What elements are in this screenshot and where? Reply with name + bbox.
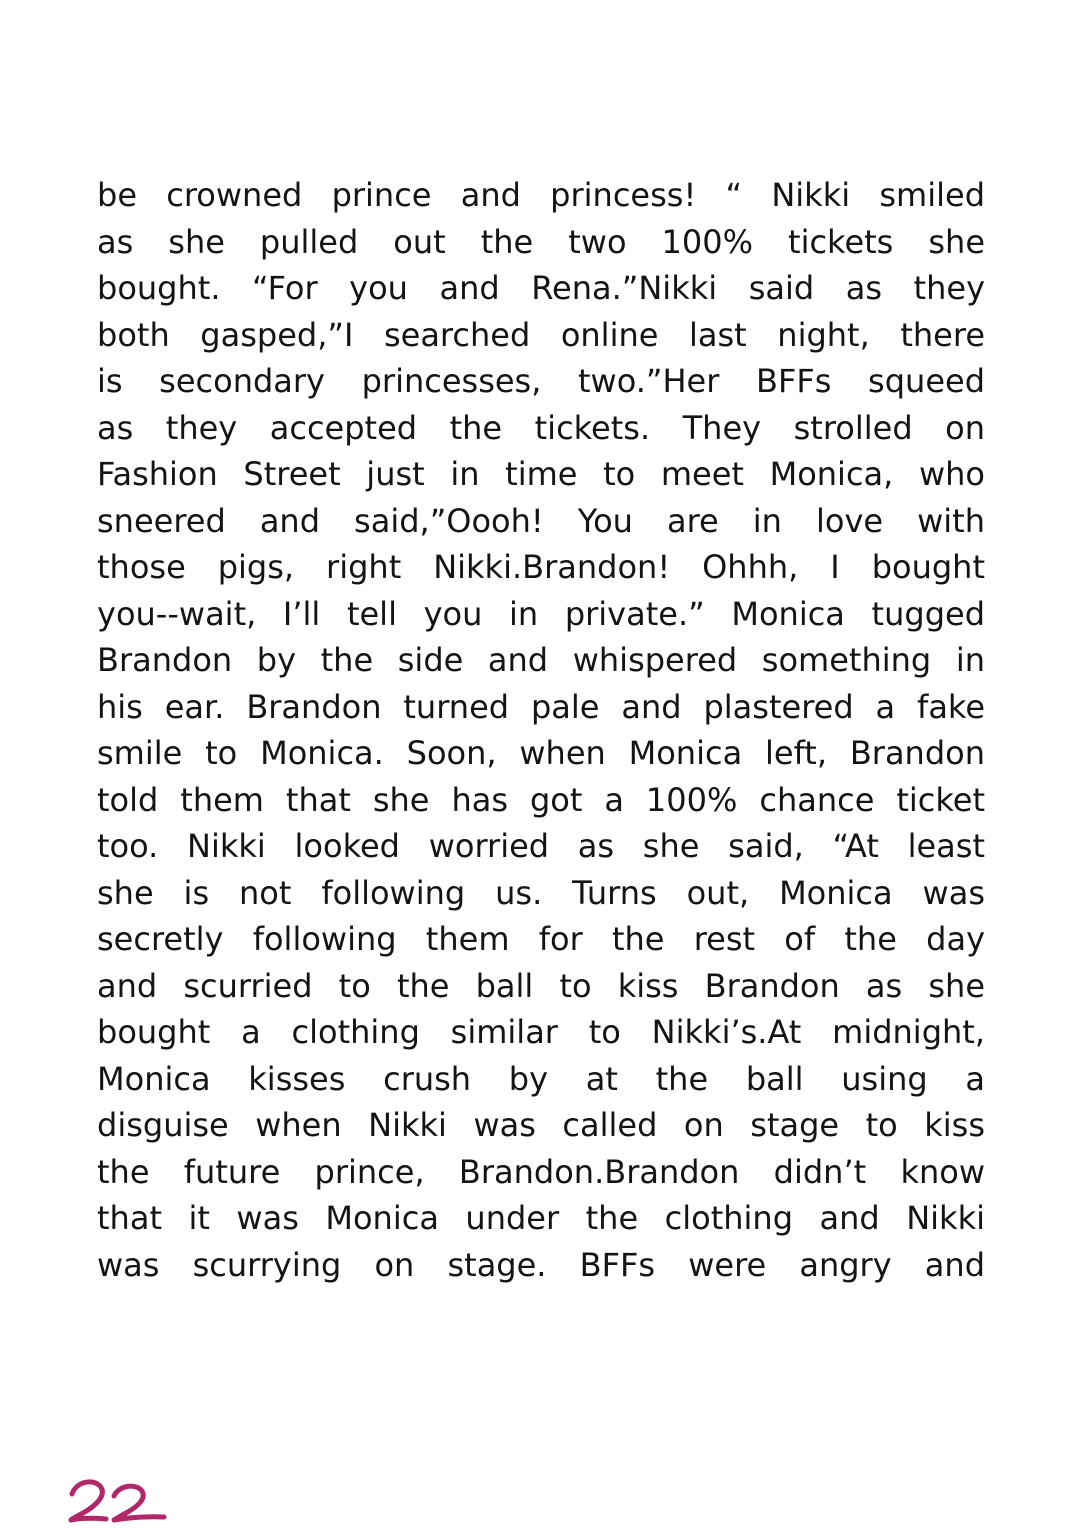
story-line: was scurrying on stage. BFFs were angry and (97, 1245, 985, 1284)
story-line: too. Nikki looked worried as she said, “At least (97, 827, 985, 865)
story-line: bought a clothing similar to Nikki’s.At midnight, (97, 1013, 985, 1051)
story-line: disguise when Nikki was called on stage to kiss (97, 1106, 985, 1144)
story-line: secretly following them for the rest of the day (97, 920, 985, 958)
page-number-digit-2 (71, 1482, 106, 1520)
story-line: smile to Monica. Soon, when Monica left, Brandon (97, 734, 985, 772)
story-line: bought. “For you and Rena.”Nikki said as they (97, 269, 985, 307)
story-line: both gasped,”I searched online last night, there (97, 315, 985, 354)
story-line: is secondary princesses, two.”Her BFFs squeed (97, 362, 985, 400)
story-text (97, 172, 985, 1288)
handwritten-page-number (64, 1466, 174, 1528)
story-line: his ear. Brandon turned pale and plastered a fake (97, 687, 985, 726)
story-line: and scurried to the ball to kiss Brandon as she (97, 966, 985, 1005)
story-line: Monica kisses crush by at the ball using a (97, 1059, 985, 1098)
story-line: as they accepted the tickets. They strolled on (97, 408, 985, 447)
story-line: you--wait, I’ll tell you in private.” Monica tugged (97, 594, 985, 633)
story-line: the future prince, Brandon.Brandon didn’t know (97, 1152, 985, 1191)
page-number-digit-2 (114, 1486, 164, 1520)
story-line: that it was Monica under the clothing and Nikki (97, 1199, 985, 1237)
story-line: Brandon by the side and whispered something in (97, 641, 985, 679)
story-line: told them that she has got a 100% chance ticket (97, 780, 985, 819)
story-line: as she pulled out the two 100% tickets she (97, 222, 985, 261)
story-line: she is not following us. Turns out, Monica was (97, 873, 985, 912)
story-line: sneered and said,”Oooh! You are in love with (97, 501, 985, 540)
story-line: Fashion Street just in time to meet Monica, who (97, 455, 985, 493)
story-line: those pigs, right Nikki.Brandon! Ohhh, I bought (97, 548, 985, 586)
story-line: be crowned prince and princess! “ Nikki smiled (97, 176, 985, 214)
